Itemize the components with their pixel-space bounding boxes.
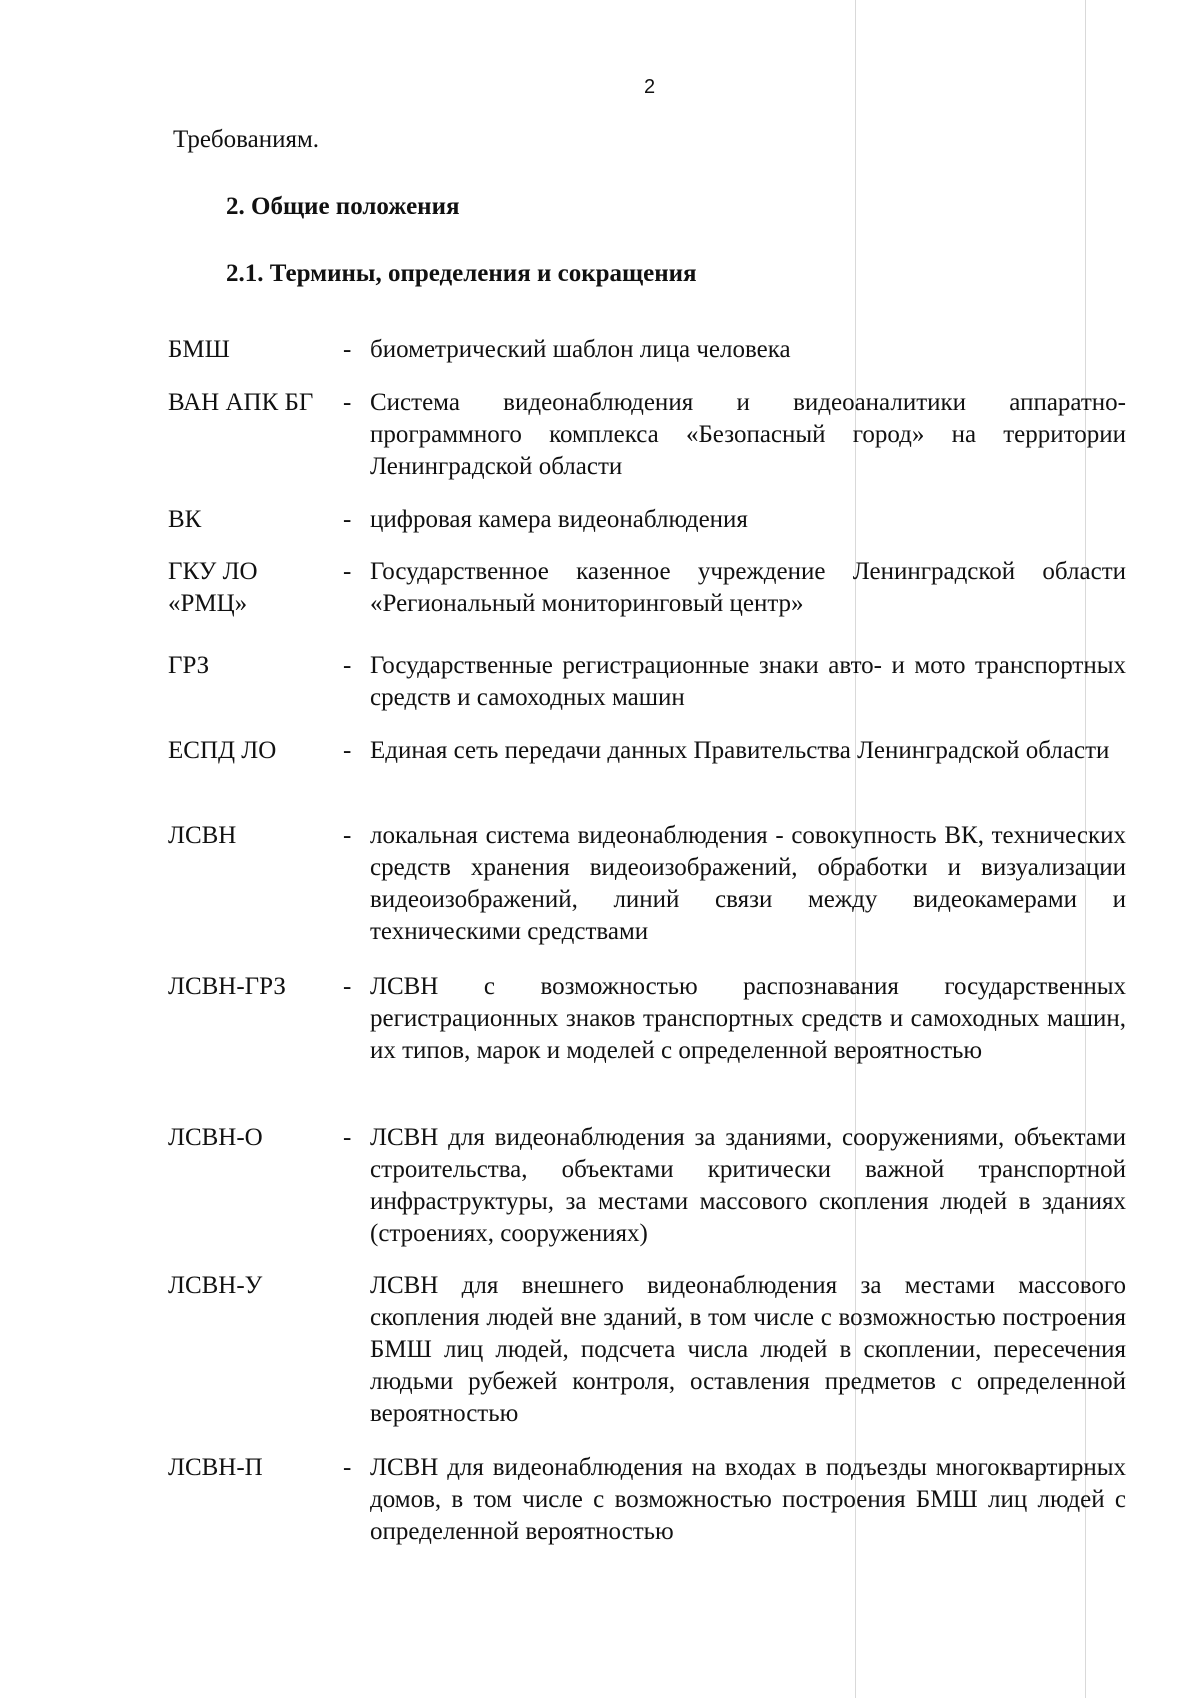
term-definition: Единая сеть передачи данных Правительства Ленинградской области [370, 737, 1110, 764]
term-dash: - [343, 822, 352, 849]
term-definition: ЛСВН с возможностью распознавания государственных регистрационных знаков транспортных средств и самоходных машин, их типов, марок и моделей с определенной вероятностью [370, 973, 1126, 1064]
term-abbreviation: ЛСВН-П [168, 1454, 263, 1481]
term-abbreviation: ЛСВН-ГРЗ [168, 973, 286, 1000]
term-dash: - [343, 652, 352, 679]
term-definition: ЛСВН для видеонаблюдения за зданиями, сооружениями, объектами строительства, объектами критически важной транспортной инфраструктуры, за местами массового скопления людей в зданиях (строениях, сооружениях) [370, 1124, 1126, 1247]
term-dash: - [343, 1454, 352, 1481]
term-definition: Система видеонаблюдения и видеоаналитики аппаратно-программного комплекса «Безопасный город» на территории Ленинградской области [370, 389, 1126, 480]
section-heading: 2. Общие положения [226, 193, 460, 220]
term-dash: - [343, 1124, 352, 1151]
term-abbreviation: БМШ [168, 336, 230, 363]
term-dash: - [343, 973, 352, 1000]
term-dash: - [343, 389, 352, 416]
subsection-heading: 2.1. Термины, определения и сокращения [226, 260, 697, 287]
page-number: 2 [644, 76, 656, 98]
intro-text: Требованиям. [173, 126, 320, 153]
term-dash: - [343, 336, 352, 363]
term-definition: локальная система видеонаблюдения - совокупность ВК, технических средств хранения видеоизображений, обработки и визуализации видеоизображений, линий связи между видеокамерами и техническими средствами [370, 822, 1126, 945]
term-abbreviation: ЛСВН [168, 822, 237, 849]
term-abbreviation: ГКУ ЛО «РМЦ» [168, 558, 258, 617]
term-definition: Государственное казенное учреждение Ленинградской области «Региональный мониторинговый центр» [370, 558, 1126, 617]
term-definition: ЛСВН для видеонаблюдения на входах в подъезды многоквартирных домов, в том числе с возможностью построения БМШ лиц людей с определенной вероятностью [370, 1454, 1126, 1545]
term-dash: - [343, 506, 352, 533]
term-abbreviation: ВК [168, 506, 202, 533]
term-definition: биометрический шаблон лица человека [370, 336, 791, 363]
term-dash: - [343, 558, 352, 585]
term-dash: - [343, 737, 352, 764]
term-abbreviation: ЛСВН-О [168, 1124, 263, 1151]
term-abbreviation: ЕСПД ЛО [168, 737, 277, 764]
term-definition: Государственные регистрационные знаки авто- и мото транспортных средств и самоходных машин [370, 652, 1126, 711]
term-definition: цифровая камера видеонаблюдения [370, 506, 748, 533]
term-abbreviation: ЛСВН-У [168, 1272, 263, 1299]
term-abbreviation: ГРЗ [168, 652, 210, 679]
term-abbreviation: ВАН АПК БГ [168, 389, 314, 416]
term-definition: ЛСВН для внешнего видеонаблюдения за местами массового скопления людей вне зданий, в том числе с возможностью построения БМШ лиц людей, подсчета числа людей в скоплении, пересечения людьми рубежей контроля, оставления предметов с определенной вероятностью [370, 1272, 1126, 1427]
